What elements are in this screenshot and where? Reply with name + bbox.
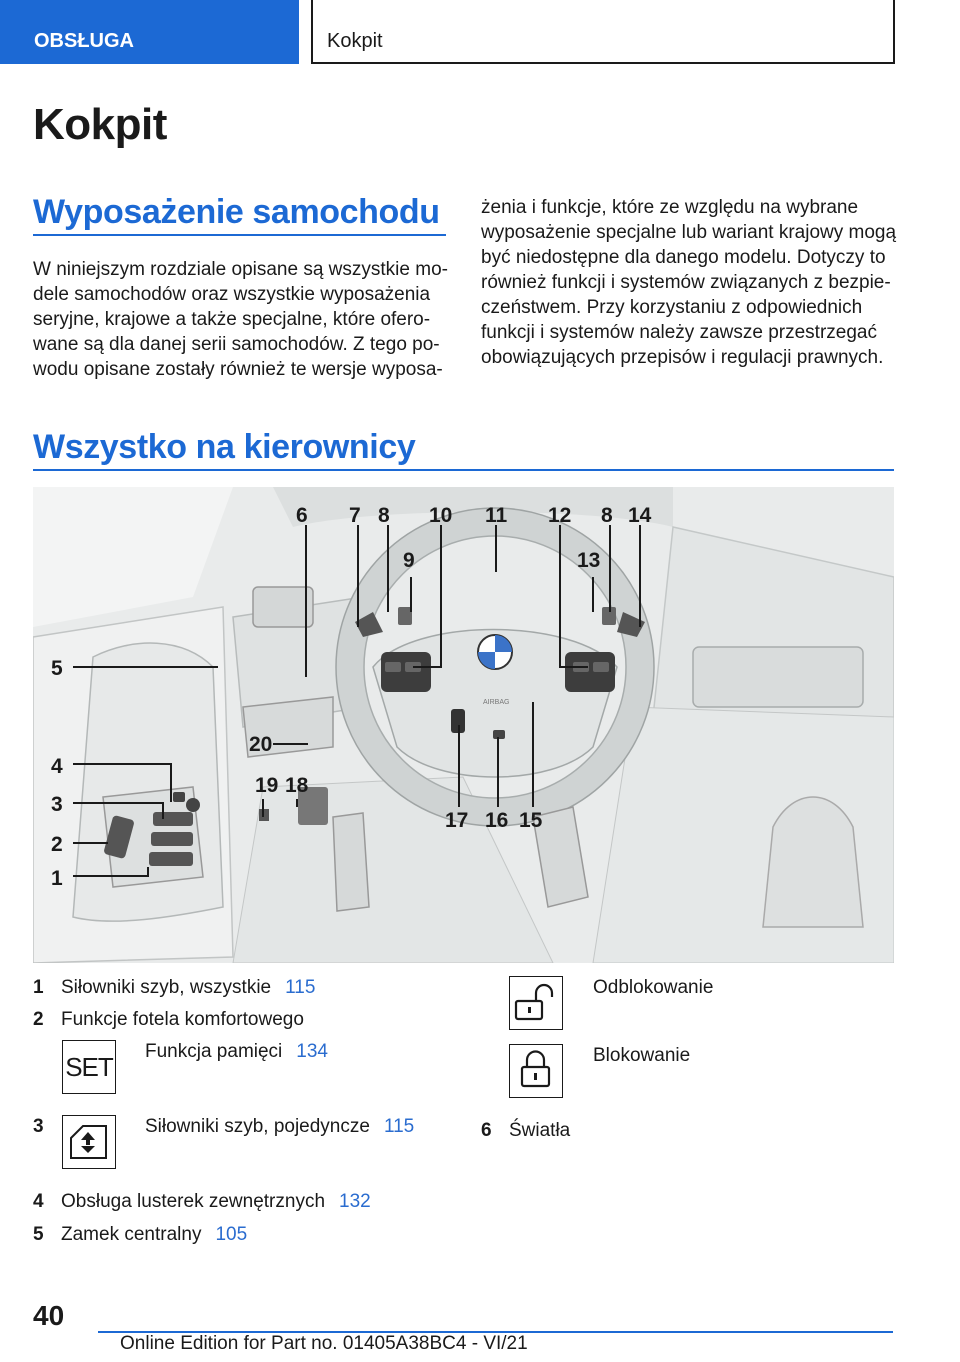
intro-paragraph-col1 (33, 257, 448, 382)
callout-2: 2 (51, 833, 63, 856)
text-line: wodu opisane zostały również te wersje wyposa‐ (33, 359, 443, 380)
text-line: również funkcji i systemów związanych z bezpie‐ (481, 272, 891, 293)
page-number: 40 (33, 1300, 65, 1331)
page-title: Kokpit (33, 100, 167, 149)
legend-num: 6 (481, 1120, 492, 1141)
legend-num: 3 (33, 1116, 44, 1137)
section-rule (33, 234, 446, 236)
legend-num: 2 (33, 1009, 44, 1030)
section-heading-steering: Wszystko na kierownicy (33, 428, 416, 466)
set-button-icon: SET (62, 1040, 116, 1094)
header-topic-tab: Kokpit (311, 0, 895, 64)
legend-num: 5 (33, 1224, 44, 1245)
cockpit-illustration (33, 487, 894, 963)
callout-3: 3 (51, 793, 63, 816)
text-line: W niniejszym rozdziale opisane są wszystkie mo‐ (33, 259, 448, 280)
page-ref-link[interactable]: 115 (285, 977, 316, 998)
callout-15: 15 (519, 809, 543, 832)
lock-icon (509, 1044, 563, 1098)
text-line: być niedostępne dla danego modelu. Dotyczy to (481, 247, 886, 268)
callout-12: 12 (548, 504, 572, 527)
callout-20: 20 (249, 733, 273, 756)
legend-item-2: Funkcje fotela komfortowego (61, 1009, 304, 1030)
window-lift-icon (62, 1115, 116, 1169)
unlock-icon (509, 976, 563, 1030)
callout-18: 18 (285, 774, 309, 797)
text-line: wane są dla danej serii samochodów. Z tego po‐ (33, 334, 440, 355)
text-line: żenia i funkcje, które ze względu na wybrane (481, 197, 859, 218)
callout-4: 4 (51, 755, 63, 778)
page-ref-link[interactable]: 115 (383, 1116, 415, 1137)
callout-8b: 8 (601, 504, 613, 527)
legend-item-memory: Funkcja pamięci 134 (145, 1041, 328, 1062)
text-line: czeństwem. Przy korzystaniu z odpowiednich (481, 297, 863, 318)
callout-17: 17 (445, 809, 469, 832)
intro-paragraph-col2 (481, 195, 896, 370)
callout-1: 1 (51, 867, 63, 890)
legend-item-lock: Blokowanie (593, 1045, 691, 1066)
section-rule (33, 469, 894, 471)
header-section-tab: OBSŁUGA (0, 0, 299, 64)
text-line: funkcji i systemów należy zawsze przestrzegać (481, 322, 877, 343)
callout-19: 19 (255, 774, 279, 797)
callout-6: 6 (296, 504, 308, 527)
legend-num: 4 (33, 1191, 44, 1212)
text-line: seryjne, krajowe a także specjalne, które ofero‐ (33, 309, 431, 330)
callout-7: 7 (349, 504, 361, 527)
page-ref-link[interactable]: 132 (339, 1191, 371, 1212)
callout-10: 10 (429, 504, 453, 527)
callout-14: 14 (628, 504, 652, 527)
legend-item-4: Obsługa lusterek zewnętrznych 132 (61, 1191, 371, 1212)
callout-5: 5 (51, 657, 63, 680)
legend-num: 1 (33, 977, 44, 998)
legend-item-unlock: Odblokowanie (593, 977, 714, 998)
legend-item-5: Zamek centralny 105 (61, 1224, 248, 1245)
callout-11: 11 (485, 504, 508, 527)
text-line: obowiązujących przepisów i regulacji prawnych. (481, 347, 884, 368)
airbag-label: AIRBAG (483, 699, 510, 706)
callout-8: 8 (378, 504, 390, 527)
footer-edition: Online Edition for Part no. 01405A38BC4 - VI/21 (120, 1333, 528, 1354)
page-ref-link[interactable]: 105 (215, 1224, 248, 1245)
callout-9: 9 (403, 549, 415, 572)
legend-item-3: Siłowniki szyb, pojedyncze 115 (145, 1116, 415, 1137)
page-ref-link[interactable]: 134 (296, 1041, 328, 1062)
callout-16: 16 (485, 809, 509, 832)
section-heading-equipment: Wyposażenie samochodu (33, 193, 440, 231)
legend-item-1: Siłowniki szyb, wszystkie 115 (61, 977, 316, 998)
text-line: dele samochodów oraz wszystkie wyposażenia (33, 284, 431, 305)
callout-13: 13 (577, 549, 601, 572)
legend-item-6: Światła (509, 1120, 571, 1141)
text-line: wyposażenie specjalne lub wariant krajowy mogą (481, 222, 897, 243)
